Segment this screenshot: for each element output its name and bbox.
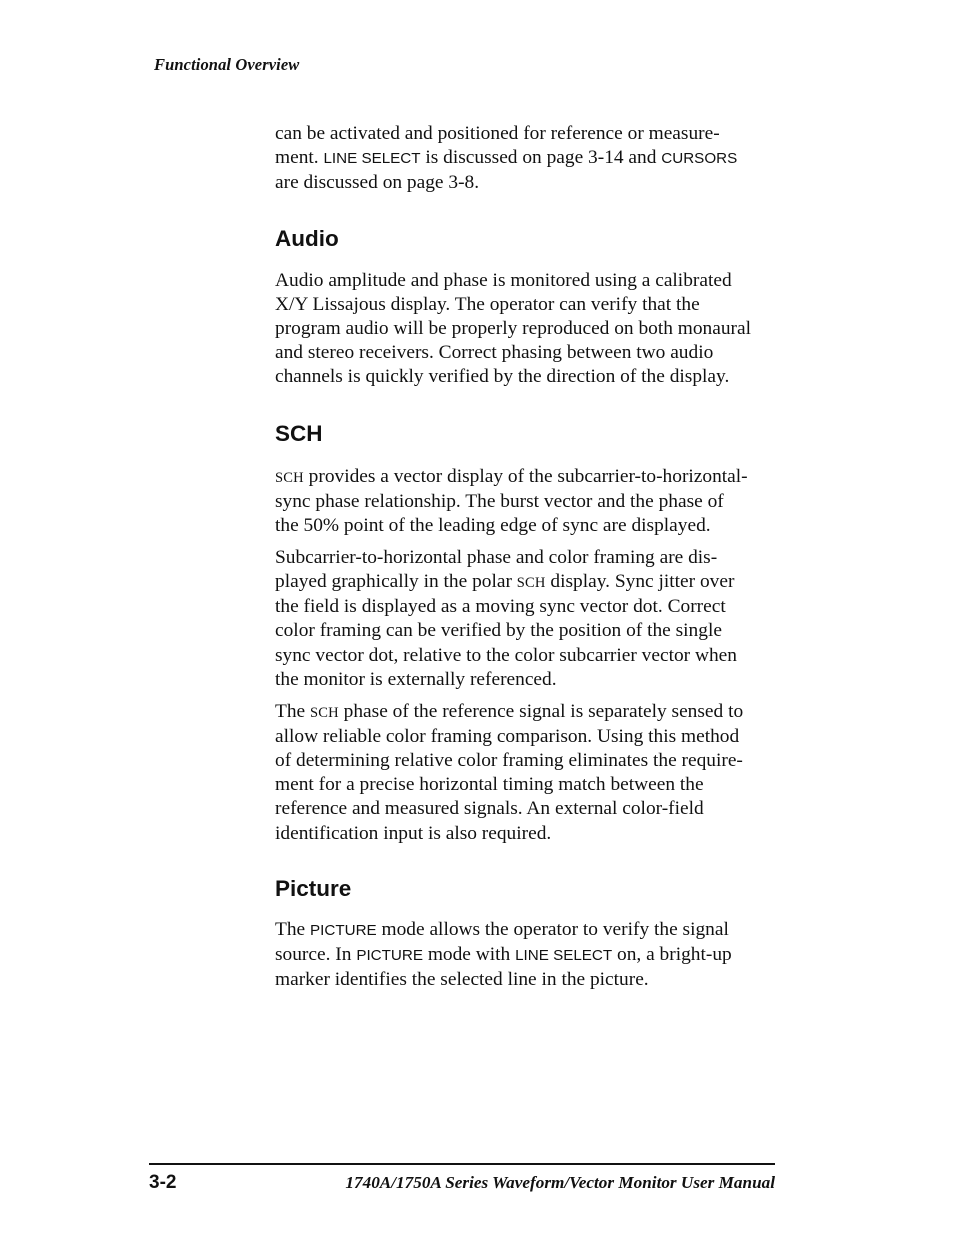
text-run: Audio amplitude and phase is monitored using a calibrated xyxy=(275,269,732,291)
text-line xyxy=(275,918,785,943)
control-keyword: PICTURE xyxy=(310,921,377,939)
text-run: display. Sync jitter over xyxy=(545,571,735,593)
text-line xyxy=(275,171,785,195)
section-body-audio xyxy=(275,269,785,390)
control-keyword: LINE SELECT xyxy=(323,150,421,168)
text-run: the 50% point of the leading edge of sync are displayed. xyxy=(275,515,711,537)
text-line xyxy=(275,749,785,773)
text-run: sync phase relationship. The burst vector and the phase of xyxy=(275,490,724,512)
text-line xyxy=(275,490,785,514)
text-run: The xyxy=(275,700,310,722)
text-line xyxy=(275,668,785,692)
text-run: ment. xyxy=(275,147,324,169)
text-run: X/Y Lissajous display. The operator can verify that the xyxy=(275,293,700,315)
body-paragraph xyxy=(275,700,785,846)
text-line xyxy=(275,570,785,595)
text-run: provides a vector display of the subcarrier-to-horizontal- xyxy=(303,465,748,487)
control-keyword: LINE SELECT xyxy=(515,947,613,965)
text-run: Subcarrier-to-horizontal phase and color framing are dis- xyxy=(275,546,718,568)
text-line xyxy=(275,773,785,797)
text-line xyxy=(275,365,785,389)
section-body-picture xyxy=(275,918,785,993)
text-run: of determining relative color framing eliminates the require- xyxy=(275,750,743,772)
section-heading-audio: Audio xyxy=(275,225,339,251)
text-line xyxy=(275,943,785,968)
text-line xyxy=(275,293,785,317)
page-content xyxy=(275,122,785,992)
body-paragraph xyxy=(275,465,785,539)
body-paragraph xyxy=(275,269,785,390)
text-run: program audio will be properly reproduced on both monaural xyxy=(275,318,752,340)
text-run: reference and measured signals. An external color-field xyxy=(275,798,704,820)
text-run: The xyxy=(275,918,310,940)
text-line xyxy=(275,619,785,643)
control-keyword: PICTURE xyxy=(356,947,423,965)
section-heading-picture: Picture xyxy=(275,875,352,901)
text-run: can be activated and positioned for reference or measure- xyxy=(275,123,720,144)
small-caps-term: SCH xyxy=(516,575,546,592)
text-run: are discussed on page 3-8. xyxy=(275,172,480,194)
text-run: ment for a precise horizontal timing match between the xyxy=(275,774,704,796)
text-run: color framing can be verified by the position of the single xyxy=(275,620,722,642)
text-run: channels is quickly verified by the direction of the display. xyxy=(275,366,730,388)
footer-rule xyxy=(149,1163,775,1165)
body-paragraph xyxy=(275,546,785,692)
text-line xyxy=(275,595,785,619)
text-line xyxy=(275,514,785,538)
text-line xyxy=(275,269,785,293)
text-run: the monitor is externally referenced. xyxy=(275,668,557,690)
text-run: on, a bright-up xyxy=(612,944,732,966)
text-run: and stereo receivers. Correct phasing between two audio xyxy=(275,342,714,364)
footer-manual-title: 1740A/1750A Series Waveform/Vector Monitor User Manual xyxy=(345,1173,775,1192)
text-line xyxy=(275,146,785,171)
text-run: is discussed on page 3-14 and xyxy=(420,147,662,169)
text-run: marker identifies the selected line in the picture. xyxy=(275,969,649,991)
body-paragraph xyxy=(275,918,785,993)
text-line xyxy=(275,797,785,821)
text-run: phase of the reference signal is separately sensed to xyxy=(338,700,744,722)
text-line xyxy=(275,725,785,749)
text-run: the field is displayed as a moving sync vector dot. Correct xyxy=(275,596,726,618)
text-line xyxy=(275,644,785,668)
section-body-sch xyxy=(275,465,785,846)
footer-page-number: 3-2 xyxy=(149,1172,177,1193)
text-run: source. In xyxy=(275,944,357,966)
running-head: Functional Overview xyxy=(154,55,300,74)
text-run: mode with xyxy=(422,944,516,966)
text-run: sync vector dot, relative to the color subcarrier vector when xyxy=(275,644,737,666)
small-caps-term: SCH xyxy=(310,704,339,721)
text-line xyxy=(275,700,785,725)
text-line xyxy=(275,317,785,341)
text-line xyxy=(275,968,785,992)
text-line xyxy=(275,546,785,570)
small-caps-term: SCH xyxy=(275,469,304,486)
section-heading-sch: SCH xyxy=(275,420,323,446)
text-line xyxy=(275,341,785,365)
text-line xyxy=(275,122,785,146)
text-line xyxy=(275,465,785,490)
text-line xyxy=(275,822,785,846)
text-run: identification input is also required. xyxy=(275,822,552,844)
text-run: mode allows the operator to verify the signal xyxy=(376,918,729,940)
intro-paragraph xyxy=(275,122,785,196)
text-run: played graphically in the polar xyxy=(275,571,517,593)
control-keyword: CURSORS xyxy=(661,150,738,168)
text-run: allow reliable color framing comparison. Using this method xyxy=(275,725,740,747)
